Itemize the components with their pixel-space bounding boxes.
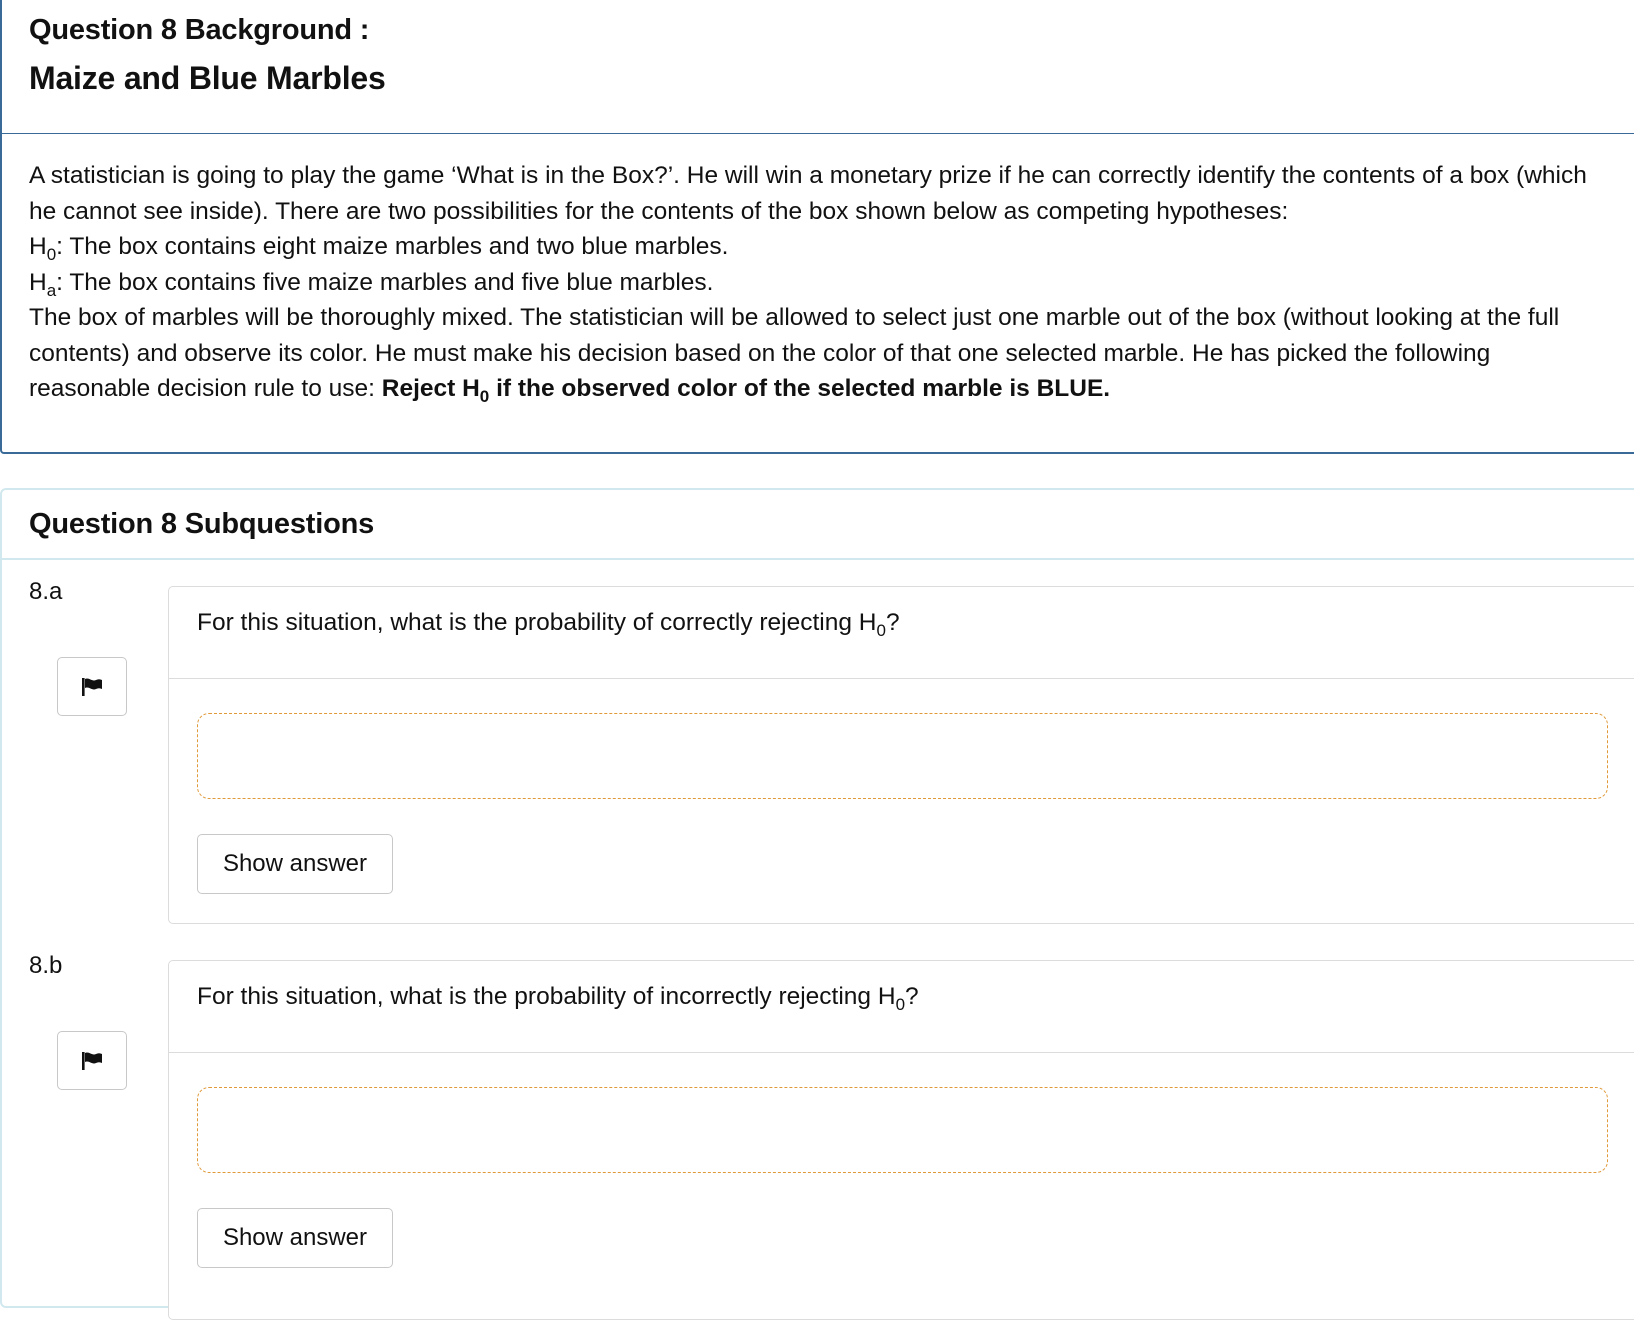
decision-rule-subscript: 0 (479, 387, 490, 406)
subquestion-number: 8.a (29, 578, 63, 605)
subquestion-number: 8.b (29, 952, 63, 979)
decision-rule-intro: reasonable decision rule to use: (29, 375, 382, 402)
answer-input[interactable] (197, 1087, 1608, 1173)
flag-icon (81, 677, 103, 697)
subquestion-prompt-text (197, 609, 900, 640)
subquestion-prompt (169, 961, 1634, 1053)
show-answer-button[interactable]: Show answer (197, 1208, 393, 1268)
prompt-subscript: 0 (876, 621, 886, 640)
show-answer-button[interactable]: Show answer (197, 834, 393, 894)
hypothesis-subscript: a (46, 280, 57, 300)
prompt-text: For this situation, what is the probability of correctly rejecting H (197, 609, 877, 636)
subquestion-prompt-text (197, 983, 919, 1014)
subquestion-panel (168, 960, 1634, 1320)
subquestions-card (0, 488, 1634, 1308)
alternative-hypothesis (29, 265, 1629, 301)
prompt-text: For this situation, what is the probability of incorrectly rejecting H (197, 983, 896, 1010)
subquestions-title: Question 8 Subquestions (29, 508, 375, 540)
prompt-subscript: 0 (895, 995, 906, 1014)
hypothesis-subscript: 0 (46, 245, 57, 264)
flag-button[interactable] (57, 1031, 127, 1090)
background-body (29, 158, 1629, 407)
subquestion-panel (168, 586, 1634, 924)
background-title: Maize and Blue Marbles (29, 60, 386, 96)
subquestion-prompt (169, 587, 1634, 679)
background-card (0, 0, 1634, 454)
prompt-text: ? (905, 983, 919, 1010)
decision-rule (381, 375, 1111, 406)
hypothesis-text: : The box contains five maize marbles and five blue marbles. (56, 268, 714, 296)
background-label: Question 8 Background : (29, 14, 370, 46)
background-line: The box of marbles will be thoroughly mixed. The statistician will be allowed to select just one marble out of the box (without looking at the full (29, 304, 1560, 331)
answer-input[interactable] (197, 713, 1608, 799)
decision-rule-text: if the observed color of the selected marble is BLUE. (489, 375, 1111, 402)
hypothesis-symbol: H (29, 268, 47, 296)
decision-rule-line (29, 371, 1629, 407)
decision-rule-text: Reject H (381, 375, 480, 402)
background-line: he cannot see inside). There are two possibilities for the contents of the box shown below as competing hypotheses: (29, 197, 1289, 225)
flag-button[interactable] (57, 657, 127, 716)
hypothesis-symbol: H (29, 233, 47, 260)
flag-icon (81, 1051, 103, 1071)
background-line: contents) and observe its color. He must make his decision based on the color of that one selected marble. He has picked the following (29, 339, 1491, 367)
prompt-text: ? (885, 609, 900, 636)
null-hypothesis (29, 229, 1629, 265)
background-line: A statistician is going to play the game ‘What is in the Box?’. He will win a monetary prize if he can correctly identify the contents of a box (which (29, 162, 1587, 189)
hypothesis-text: : The box contains eight maize marbles and two blue marbles. (56, 233, 729, 260)
